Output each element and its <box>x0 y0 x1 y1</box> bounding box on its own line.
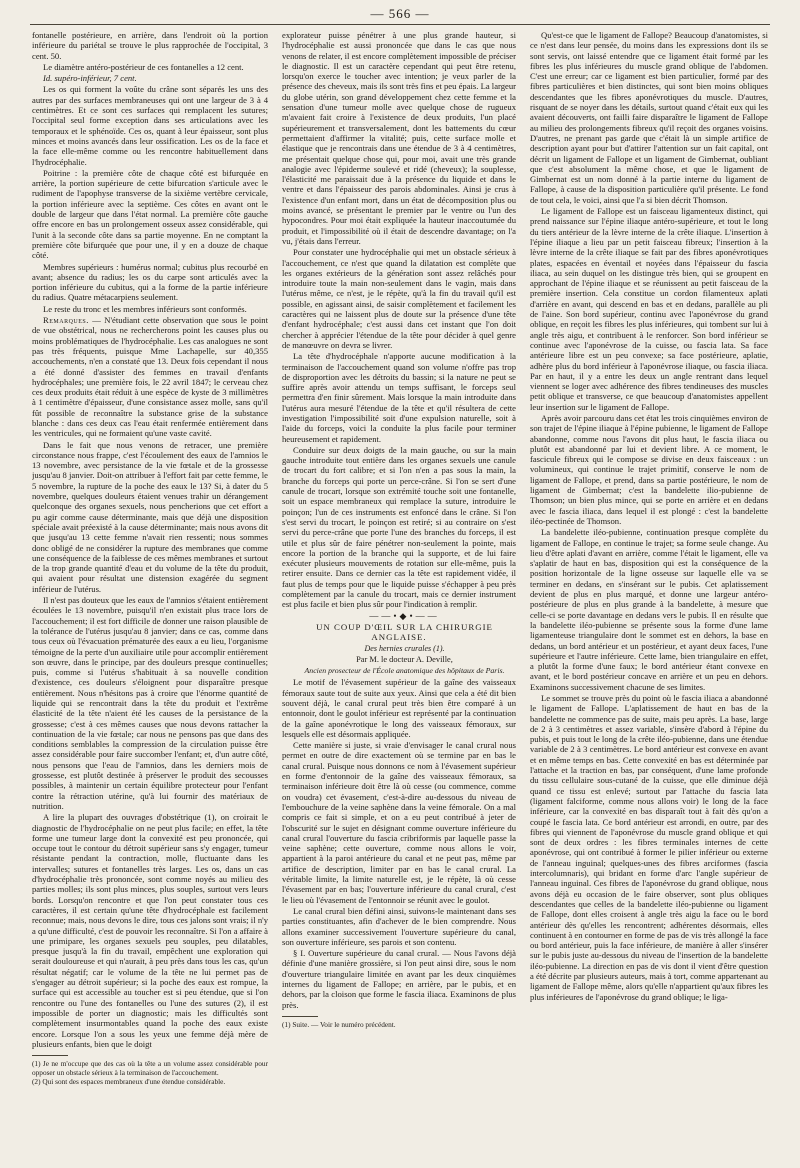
column-left <box>32 30 268 1158</box>
author-affiliation: Ancien prosecteur de l'École anatomique des hôpitaux de Paris. <box>304 666 505 676</box>
paragraph: Il n'est pas douteux que les eaux de l'amnios s'étaient entièrement écoulées le 13 novembre, puisqu'il n'en existait plus trace lors de l'accouchement; il est fort difficile de donner une raison plausible de la tolérance de l'utérus jusqu'au 8 janvier; dans ce cas, comme dans tous ceux où l'évacuation prématurée des eaux a eu lieu, l'organisme témoigne de la perte d'un auxiliaire utile pour accomplir entièrement son œuvre, dans le principe, par des douleurs presque continuelles; puis, comme si l'utérus s'habituait à sa nouvelle condition d'existence, ces douleurs s'éloignent pour disparaître presque entièrement. Nous n'hésitons pas à croire que l'énorme quantité de liquide qui se rencontrait dans la tête du produit et l'extrême élasticité de la tête n'aient été les causes de la persistance de la grossesse; c'est à ces mêmes causes que nous devons rattacher la continuation de la vie fœtale; car nous ne pensons pas que dans des conditions semblables la compression de la circulation puisse être assez considérable pour faire succomber l'enfant; et, d'un autre côté, nous pensons que l'eau de l'amnios, dans les derniers mois de grossesse, est plutôt destinée à préserver le produit des secousses possibles, à maintenir un certain équilibre protecteur pour l'enfant contre la rétraction utérine, qu'à lui fournir des matériaux de nutrition. <box>32 595 268 811</box>
paragraph: Le reste du tronc et les membres inférieurs sont conformés. <box>43 303 247 314</box>
paragraph: Le motif de l'évasement supérieur de la gaîne des vaisseaux fémoraux saute tout de suite aux yeux. Ainsi que cela a été dit bien souvent déjà, le canal crural peut très bien être comparé à un entonnoir, dont le goulot inférieur est représenté par la continuation de la gaîne aponévrotique le long des vaisseaux fémoraux, sur lesquels elle est désormais appliquée. <box>282 677 516 739</box>
page-header <box>30 6 770 22</box>
paragraph: Conduire sur deux doigts de la main gauche, ou sur la main gauche introduite tout entière dans les organes sexuels une canule de trocart du fort calibre; et si l'on n'en a pas sous la main, la branche du forceps qui porte un perce-crâne. Si l'on se sert d'une canule de trocart, lorsque son extrémité touche soit une fontanelle, soit un espace membraneux qui remplace la suture, introduire le poinçon; l'un de ces instruments est enfoncé dans le crâne. Si l'on s'est servi du trocart, le poinçon est retiré; si au contraire on s'est servi du perce-crâne que porte l'une des branches du forceps, il est utile et plus sûr de faire pénétrer non-seulement la pointe, mais encore la portion de la branche qui la supporte, et de lui faire exécuter plusieurs mouvements de rotation sur elle-même, puis la retirer ensuite. Dans ce dernier cas la tête est rapidement vidée, il faut plus de temps pour que le liquide puisse s'échapper à peu près complètement par la canule du trocart, mais ce dernier instrument est plus facile et bien plus sûr pour l'indication à remplir. <box>282 444 516 610</box>
paragraph <box>32 315 268 439</box>
paragraph: § I. Ouverture supérieure du canal crural. — Nous l'avons déjà définie d'une manière grossière, si l'on peut ainsi dire, sous le nom d'ouverture triangulaire limitée en avant par les deux cinquièmes internes du ligament de Fallope; en arrière, par le pubis, et en dehors, par la cloison que forme le fascia iliaca. Examinons de plus près. <box>282 948 516 1010</box>
paragraph: Dans le fait que nous venons de retracer, une première circonstance nous frappe, c'est l'écoulement des eaux de l'amnios le 13 novembre, avec persistance de la vie fœtale et de la grossesse jusqu'au 8 janvier. Doit-on attribuer à l'effort fait par cette femme, le 5 novembre, la rupture de la poche des eaux le 13? Si, à dater du 5 novembre, quelques douleurs étaient venues trahir un dérangement quelconque des organes sexuels, nous pencherions que cet effort a pu agir comme cause déterminante, mais que déjà une disposition spéciale avait préexisté à la cause déterminante; mais nous avons dit que jusqu'au 13 cette femme n'avait rien ressenti; nous sommes donc obligé de ne considérer la rupture des membranes que comme une conséquence de la faiblesse de ces mêmes membranes et surtout de la trop grande quantité d'eau et du volume de la tête du produit, qui avaient pour résultat une distension exagérée du segment inférieur de l'utérus. <box>32 439 268 594</box>
paragraph: Id. supéro-inférieur, 7 cent. <box>43 73 137 84</box>
section-title: UN COUP D'ŒIL SUR LA CHIRURGIE ANGLAISE. <box>316 621 493 643</box>
paragraph: fontanelle postérieure, en arrière, dans l'endroit où la portion inférieure du pariétal se trouve le plus rapprochée de l'occipital, 3 cent. 50. <box>32 30 268 61</box>
footnote: (1) Je ne m'occupe que des cas où la tête a un volume assez considérable pour opposer un obstacle sérieux à la terminaison de l'accouchement. <box>32 1059 268 1077</box>
paragraph: Cette manière si juste, si vraie d'envisager le canal crural nous permet en outre de dire exactement où se termine par en bas le canal crural. Puisque nous donnons ce nom à l'évasement supérieur en forme d'entonnoir de la gaîne des vaisseaux fémoraux, sa terminaison inférieure doit être là où cesse (ou commence, comme on voudra) cet évasement, c'est-à-dire au-dessous du niveau de l'embouchure de la veine saphène dans la veine fémorale. On a mal compris ce fait si simple, et on a eu peut contribué à jeter de l'obscurité sur le sujet en désignant comme ouverture inférieure du canal crural l'ouverture du fascia cribriformis par laquelle passe la veine saphène; cette ouverture, comme nous allons le voir, appartient à la paroi antérieure du canal et ne peut pas, même par artifice de description, limiter par en bas le canal crural. La véritable limite, la limite naturelle est, je le répète, là où cesse l'évasement par en bas; l'ouverture inférieure du canal crural, c'est le lieu où l'évasement de l'entonnoir se réunit avec le goulot. <box>282 740 516 905</box>
header-rule <box>30 24 770 25</box>
page-number: — 566 — <box>370 6 430 21</box>
section-ornament: ——•◆•—— <box>369 610 440 621</box>
section-subtitle: Des hernies crurales (1). <box>364 643 445 653</box>
footnote-divider <box>32 1055 68 1056</box>
paragraph: Pour constater une hydrocéphalie qui met un obstacle sérieux à l'accouchement, ce n'est que quand la dilatation est complète que les organes extérieurs de la génération sont assez relâchés pour introduire toute la main non-seulement dans le vagin, mais dans l'utérus même, ce n'est, je le répète, qu'à la fin du travail qu'il est possible, en agissant ainsi, de saisir complètement et facilement les caractères qui ne laissent plus de doute sur la présence d'une tête d'enfant hydrocéphale; c'est aussi dans cet instant que l'on doit chercher à apprécier l'étendue de la tête pour décider à quel genre de manœuvre on devra se livrer. <box>282 247 516 350</box>
paragraph: Le diamètre antéro-postérieur de ces fontanelles a 12 cent. <box>43 61 244 72</box>
paragraph: La bandelette iléo-pubienne, continuation presque complète du ligament de Fallope, en continue le trajet; sa forme seule change. Au lieu d'être aplati d'avant en arrière, comme l'était le ligament, elle va s'aplatir de haut en bas, disposition qui est la conséquence de la position horizontale de la ligne osseuse sur laquelle elle va se terminer en dedans, en s'insérant sur le pubis. Cet aplatissement devient de plus en plus marqué, et donne une largeur antéro-postérieure de plus en plus grande à la bandelette, à mesure que celle-ci se porte davantage en dedans vers le pubis. Il en résulte que la bandelette iléo-pubienne se présente sous la forme d'une lame ligamenteuse triangulaire dont le sommet est en dehors, la base en dedans, un bord antérieur et un postérieur, et ayant deux faces, l'une supérieure et l'autre inférieure. Cette lame, bien triangulaire en effet, a plutôt la forme d'une faux; le bord antérieur étant convexe en avant, et le bord postérieur concave en arrière et un peu en dehors. Examinons successivement chacune de ses limites. <box>530 527 768 692</box>
remarks-text: — N'étudiant cette observation que sous le point de vue obstétrical, nous ne rechercherons point les causes plus ou moins problématiques de l'hydrocéphalie. Les cas analogues ne sont pas très fréquents, puisque Mme Lachapelle, sur 40,355 accouchements, n'en a constaté que 13. Deux fois cependant il nous a été donné d'assister des femmes en travail d'enfants hydrocéphales; une première fois, le 22 avril 1847; le cerveau chez ces deux produits était réduit à une espèce de kyste de 3 millimètres à 1 centimètre d'épaisseur, d'une consistance assez molle, sans qu'il fût possible de reconnaître la substance grise de la substance blanche : dans ces deux cas l'eau était renfermée entièrement dans les ventricules, qui ne formaient qu'une vaste cavité. <box>32 315 268 439</box>
paragraph: Le ligament de Fallope est un faisceau ligamenteux distinct, qui prend naissance sur l'épine iliaque antéro-supérieure, et tout le long du tiers antérieur de la lèvre interne de la crête iliaque. L'insertion à l'épine iliaque a lieu par un petit faisceau fibreux; l'insertion à la lèvre interne de la crête iliaque se fait par des fibres aponévrotiques plates, espacées en éventail et noyées dans l'épaisseur du fascia iliaca, au sein duquel on les distingue très bien, qui se groupent en approchant de l'épine iliaque et se réunissent au petit faisceau de la première insertion. Cela constitue un cordon filamenteux aplati d'arrière en avant, qui descend en bas et en dedans, parallèle au pli de l'aine. Son bord supérieur, continu avec l'aponévrose du grand oblique, en reçoit les fibres les plus inférieures, qui tombent sur lui à angle très aigu, et contribuent à le renforcer. Son bord inférieur se continue avec l'aponévrose de la cuisse, ou fascia lata. Sa face antérieure libre est un peu convexe; sa face postérieure, aplatie, adhère plus du bord inférieur à l'aponévrose iliaque, ou fascia iliaca. Par en haut, il y a entre les deux un angle rentrant dans lequel viennent se loger avec adhérence des fibres tendineuses des muscles petit oblique et transverse, ce que beaucoup d'anatomistes appellent leur insertion sur le ligament de Fallope. <box>530 206 768 412</box>
paragraph: explorateur puisse pénétrer à une plus grande hauteur, si l'hydrocéphalie est aussi prononcée que dans le cas que nous venons de relater, il est encore complètement impossible de préciser le diagnostic. Il est un caractère cependant qui peut être retenu, lorsqu'on exerce le toucher avec intention; je veux parler de la présence des cheveux, mais ils sont très fins et peu épais. La largeur du globe utérin, son grand développement chez cette femme et la sensation d'une tumeur molle avec quelque chose de rugueux m'avaient fait croire à l'existence de deux produits, l'un placé supérieurement et transversalement, dont les battements du cœur permettaient d'affirmer la vitalité; puis, cette surface molle et élastique que je rencontrais dans une étendue de 3 à 4 centimètres, me présentait quelque chose qui, pour moi, avait une très grande analogie avec l'épiderme soulevé et ridé (cheveux); la souplesse, l'élasticité me paraissait due à la présence du liquide et dans le ventre et dans l'épaisseur des parois abdominales. Ainsi je crus à l'existence d'un enfant mort, dans un état de décomposition plus ou moins avancé, se présentant le premier par le ventre ou l'un des hypocondres. Pour moi était expliquée la hauteur inaccoutumée du produit, et l'impossibilité où il était de descendre davantage; on l'a vu, j'étais dans l'erreur. <box>282 30 516 246</box>
footnote: (1) Suite. — Voir le numéro précédent. <box>282 1019 396 1029</box>
paragraph: Poitrine : la première côte de chaque côté est bifurquée en arrière, la portion supérieure de cette bifurcation s'articule avec le rudiment de l'apophyse transverse de la sixième vertèbre cervicale, la portion inférieure avec la septième. Ces côtes en avant ont le double de largeur que dans l'état normal. La première côte gauche offre encore en bas un prolongement osseux assez considérable, qui l'unit à la seconde côte dans sa partie moyenne. En ne comptant la première côte bifurquée que pour une, il y en a douze de chaque côté. <box>32 167 268 261</box>
paragraph: Le canal crural bien défini ainsi, suivons-le maintenant dans ses parties constituantes, afin d'achever de le bien comprendre. Nous allons examiner successivement l'ouverture supérieure du canal, son ouverture inférieure, ses parois et son contenu. <box>282 905 516 947</box>
paragraph: A lire la plupart des ouvrages d'obstétrique (1), on croirait le diagnostic de l'hydrocéphalie on ne peut plus facile; en effet, la tête forme une tumeur large dont la convexité est peu prononcée, qui occupe tout le contour du détroit supérieur sans s'y engager, tumeur résistante pendant la contraction, molle, fluctuante dans les intervalles; sutures et fontanelles très larges. Les os, dans un cas d'hydrocéphalie très prononcée, sont comme noyés au milieu des parties molles; ils sont plus minces, plus souples, surtout vers leurs bords. Lorsqu'on rencontre et que l'on peut constater tous ces caractères, il est certain qu'une tête d'hydrocéphale est facilement reconnue; mais, nous devons le dire, tous ces jalons sont vrais; il n'y a qu'une difficulté, c'est de pouvoir les reconnaître. Si l'on a affaire à une primipare, les organes sexuels peu souples, peu dilatables, presque jusqu'à la fin du travail, empêchent une exploration qui serait douloureuse et qui n'aurait, à peu près dans tous les cas, qu'un résultat négatif; car le volume de la tête ne lui permet pas de s'engager au détroit supérieur; si la poche des eaux est rompue, la surface qui est accessible au toucher est si peu étendue, que si l'on rencontre ou l'une des fontanelles ou l'une des sutures (2), il est impossible de porter un diagnostic; mais les difficultés sont complètement insurmontables quand la poche des eaux existe encore. Lorsque l'on a sous les yeux une femme déjà mère de plusieurs enfants, bien que le doigt <box>32 812 268 1049</box>
remarks-lead: Remarques. <box>43 315 89 326</box>
paragraph: Qu'est-ce que le ligament de Fallope? Beaucoup d'anatomistes, si ce n'est dans leur pensée, du moins dans les expressions dont ils se sont servis, ont laissé entendre que ce ligament était formé par les fibres les plus inférieures du muscle grand oblique de l'abdomen. C'est une erreur; car ce ligament est bien particulier, formé par des fibres particulières et bien distinctes, qui sont bien moins obliques descendantes que les fibres aponévrotiques du muscle. D'autres, risquant de se noyer dans les détails, surtout quand c'était eux qui les avaient découverts, ont failli faire disparaître le ligament de Fallope au milieu des prolongements fibreux qu'il reçoit des organes voisins. D'autres, ne prenant pas garde que c'était là un simple artifice de description ayant pour but d'attirer l'attention sur un fait capital, ont décrit un ligament de Fallope et un ligament de Gimbernat, oubliant que c'est absolument la même chose, et que le ligament de Gimbernat est un nom donné à la partie interne du ligament de Fallope, à cause de la disposition particulière qu'il présente. Le fond de tout cela, le voici, ainsi que l'a si bien décrit Thomson. <box>530 30 768 205</box>
footnote: (2) Qui sont des espaces membraneux d'une étendue considérable. <box>32 1077 226 1087</box>
footnote-divider <box>282 1016 318 1017</box>
paragraph: Les os qui forment la voûte du crâne sont séparés les uns des autres par des surfaces membraneuses qui ont une largeur de 3 à 4 centimètres. Et ce sont ces surfaces qui remplacent les sutures; l'occipital seul forme exception dans ses articulations avec les temporaux et le sphénoïde. Ces os, quant à leur épaisseur, sont plus minces et moins avancés dans leur ossification. Les os de la face et la face elle-même comme ou les rencontre habituellement dans l'hydrocéphalie. <box>32 84 268 167</box>
paragraph: Membres supérieurs : humérus normal; cubitus plus recourbé en avant; absence du radius; les os du carpe sont articulés avec la portion inférieure du cubitus, qui a la forme de la partie inférieure du radius. Quatre métacarpiens seulement. <box>32 261 268 303</box>
paragraph: Après avoir parcouru dans cet état les trois cinquièmes environ de son trajet de l'épine iliaque à l'épine pubienne, le ligament de Fallope abandonne, comme nous l'avons dit plus haut, le fascia iliaca ou plutôt est abandonné par lui et devient libre. A ce moment, le fascicule fibreux qui le compose se divise en deux faisceaux : un volumineux, qui continue le trajet primitif, conserve le nom de ligament de Fallope, et prend, dans sa partie postérieure, le nom de ligament de Gimbernat; c'est la bandelette ilio-pubienne de Thomson; un bien plus mince, qui se porte en arrière et en dedans avec le fascia iliaca, dans lequel il est plongé : c'est la bandelette iléo-pectinée de Thomson. <box>530 412 768 526</box>
paragraph: Le sommet se trouve près du point où le fascia iliaca a abandonné le ligament de Fallope. L'aplatissement de haut en bas de la bandelette ne commence pas de suite, mais peu après. La base, large de 2 à 3 centimètres et assez variable, s'insère d'abord à l'épine du pubis, et puis tout le long de la crête iléo-pubienne, dans une étendue variable de 2 à 3 centimètres. Le bord antérieur est convexe en avant et en même temps en bas. Cette convexité en bas est déterminée par l'attache et la traction en bas, par conséquent, d'une lame profonde du tissu cellulaire sous-cutané de la cuisse, que elle diminue déjà quand ce tissu est enlevé; surtout par l'attache du fascia lata (ligament falciforme, comme nous allons voir) le long de la face inférieure, car la convexité en bas disparaît tout à fait dès qu'on a coupé le fascia lata. Ce bord antérieur est arrondi, en outre, par des fibres qui viennent de l'aponévrose du muscle grand oblique et qui sont de deux ordres : les fibres terminales internes de cette aponévrose, qui ont contribué à former le pilier inférieur ou externe de l'anneau inguinal; quelques-unes des fibres arciformes (fascia intercolumnaris), qui bridant en forme d'arc l'angle supérieur de l'anneau inguinal. Ces fibres de l'aponévrose du grand oblique, nous avons déjà eu occasion de le faire observer, sont plus obliques descendantes que celles de la bandelette iléo-pubienne ou ligament de Fallope, dont elles croisent à angle très aigu la face ou le bord antérieur dès qu'elles les rencontrent; adhérentes désormais, elles continuent à en contourner en forme de pas de vis très allongé la face ou bord antérieur, puis la face inférieure, de manière à aller s'insérer sur le pubis juste au-dessous du niveau de l'insertion de la bandelette iléo-pubienne. La direction en pas de vis dont il vient d'être question a été décrite par plusieurs auteurs, mais à tort, comme appartenant au ligament de Fallope même, alors qu'elle n'appartient qu'aux fibres les plus inférieures de l'aponévrose du grand oblique; le liga- <box>530 693 768 1002</box>
paragraph: La tête d'hydrocéphale n'apporte aucune modification à la terminaison de l'accouchement quand son volume n'offre pas trop de disproportion avec les détroits du bassin; si la nature ne peut se suffire après avoir attendu un temps suffisant, le forceps seul permettra d'en finir sûrement. Mais lorsque la main introduite dans l'utérus aura mesuré l'étendue de la tête et qu'il résultera de cette investigation l'impossibilité soit d'une expulsion naturelle, soit à l'aide du forceps, voici la conduite la plus facile pour terminer heureusement et rapidement. <box>282 351 516 444</box>
column-right <box>530 30 768 1158</box>
column-middle <box>282 30 516 1158</box>
author-byline: Par M. le docteur A. Deville, <box>356 654 453 664</box>
